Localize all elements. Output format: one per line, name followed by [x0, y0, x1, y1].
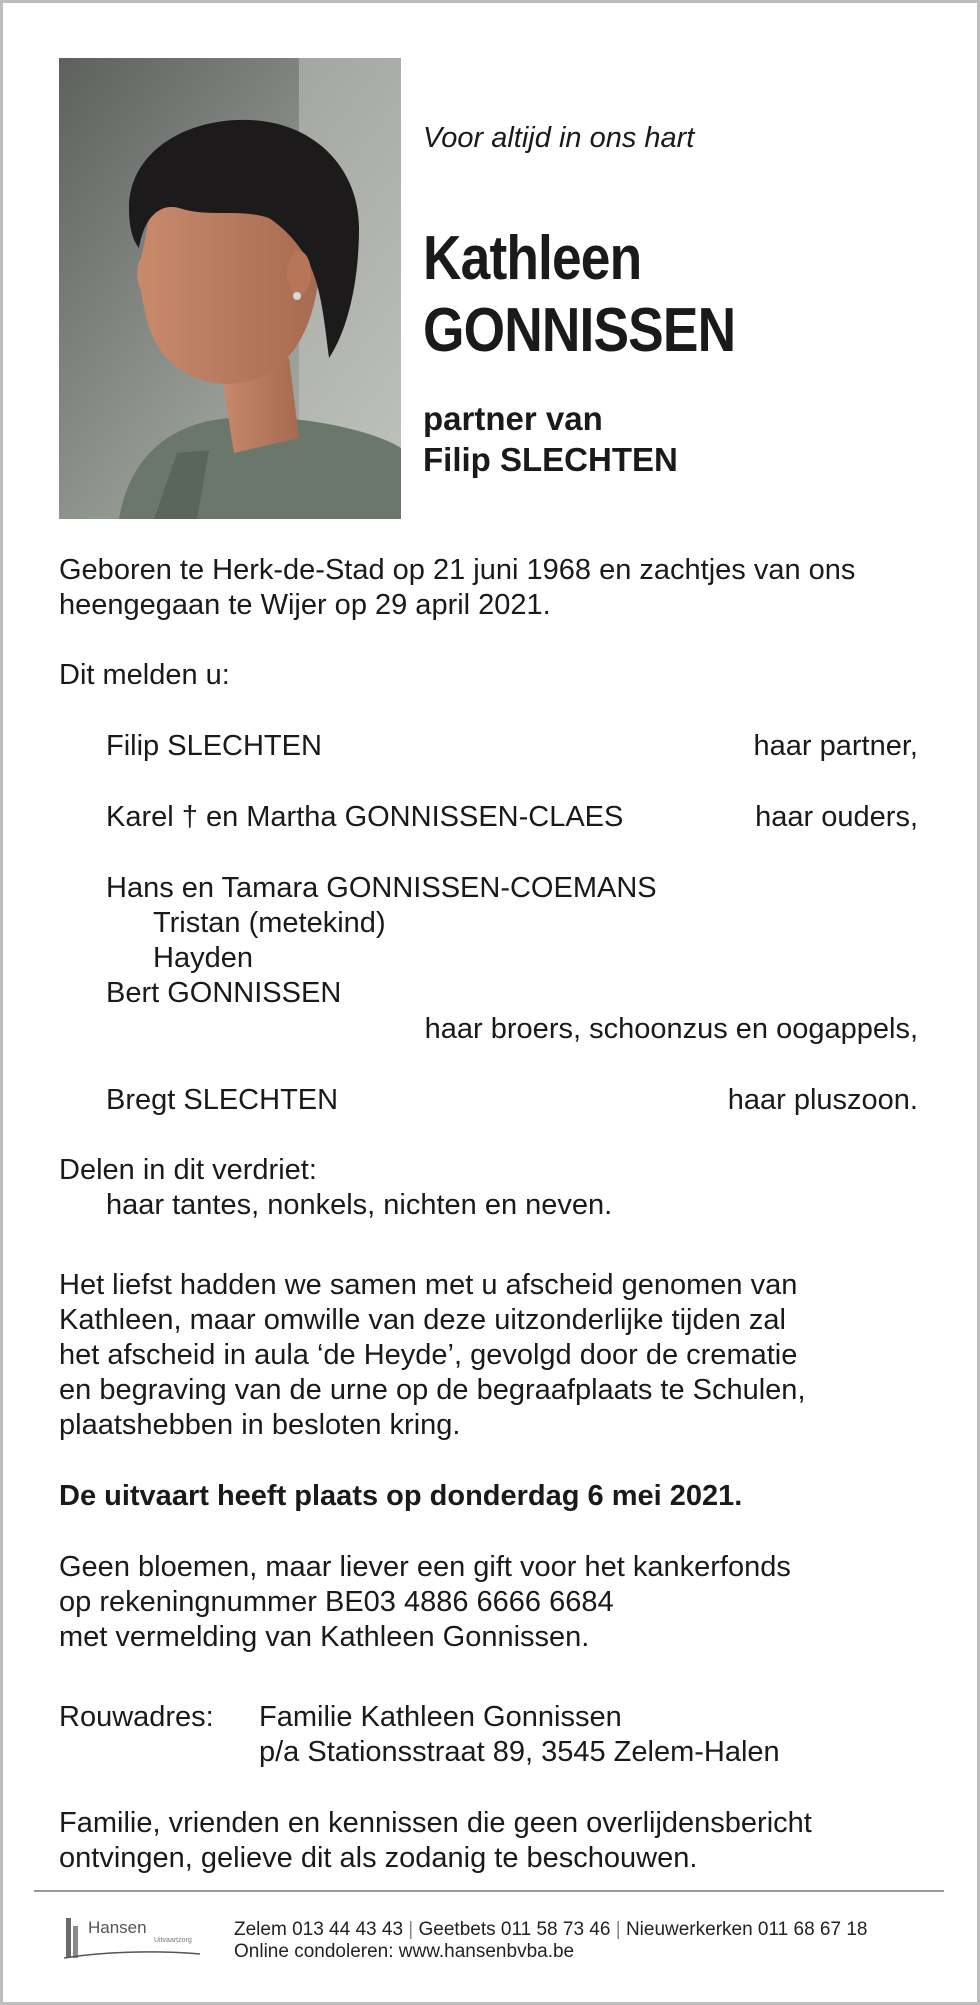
- family-sibling-2: Bert GONNISSEN: [106, 977, 342, 1009]
- farewell-line-1: Het liefst hadden we samen met u afscheid genomen van: [59, 1269, 798, 1301]
- family-parents-role: haar ouders,: [755, 801, 918, 833]
- office-geetbets: Geetbets 011 58 73 46: [418, 1919, 611, 1940]
- family-row-partner: [106, 729, 918, 764]
- farewell-line-2: Kathleen, maar omwille van deze uitzonderlijke tijden zal: [59, 1304, 786, 1336]
- family-stepson-role: haar pluszoon.: [727, 1084, 918, 1116]
- donation-line-1: Geen bloemen, maar liever een gift voor het kankerfonds: [59, 1551, 791, 1583]
- family-partner-name: Filip SLECHTEN: [106, 730, 322, 762]
- online-condolence: Online condoleren: www.hansenbvba.be: [234, 1941, 575, 1962]
- address-label: Rouwadres:: [59, 1701, 214, 1733]
- family-siblings-role: haar broers, schoonzus en oogappels,: [424, 1013, 918, 1045]
- intro-line-2: heengegaan te Wijer op 29 april 2021.: [59, 589, 551, 621]
- partner-name: Filip SLECHTEN: [423, 441, 678, 478]
- family-child-1: Tristan (metekind): [153, 907, 386, 939]
- footer-divider: [34, 1890, 944, 1892]
- donation-line-2: op rekeningnummer BE03 4886 6666 6684: [59, 1586, 614, 1618]
- farewell-line-5: plaatshebben in besloten kring.: [59, 1409, 461, 1441]
- farewell-line-3: het afscheid in aula ‘de Heyde’, gevolgd door de crematie: [59, 1339, 798, 1371]
- family-sibling-1: Hans en Tamara GONNISSEN-COEMANS: [106, 872, 657, 904]
- office-nieuwerkerken: Nieuwerkerken 011 68 67 18: [625, 1919, 868, 1940]
- address-line-2: p/a Stationsstraat 89, 3545 Zelem-Halen: [259, 1736, 780, 1768]
- closing-line-2: ontvingen, gelieve dit als zodanig te beschouwen.: [59, 1842, 698, 1874]
- office-zelem: Zelem 013 44 43 43: [234, 1919, 404, 1940]
- donation-line-3: met vermelding van Kathleen Gonnissen.: [59, 1621, 590, 1653]
- partner-label: partner van: [423, 400, 603, 437]
- family-partner-role: haar partner,: [753, 730, 918, 762]
- last-name: GONNISSEN: [423, 296, 736, 365]
- separator: |: [408, 1919, 414, 1940]
- deceased-name: [423, 223, 735, 367]
- intro-line-1: Geboren te Herk-de-Stad op 21 juni 1968 en zachtjes van ons: [59, 554, 856, 586]
- share-label: Delen in dit verdriet:: [59, 1154, 317, 1186]
- closing-line-1: Familie, vrienden en kennissen die geen overlijdensbericht: [59, 1807, 812, 1839]
- farewell-line-4: en begraving van de urne op de begraafplaats te Schulen,: [59, 1374, 806, 1406]
- first-name: Kathleen: [423, 224, 642, 293]
- hansen-logo: [62, 1912, 202, 1966]
- motto: Voor altijd in ons hart: [423, 122, 695, 154]
- family-stepson-name: Bregt SLECHTEN: [106, 1084, 339, 1116]
- share-text: haar tantes, nonkels, nichten en neven.: [106, 1189, 613, 1221]
- logo-subtitle: Uitvaartzorg: [154, 1937, 192, 1944]
- family-parents-name: Karel † en Martha GONNISSEN-CLAES: [106, 801, 624, 833]
- funeral-date: De uitvaart heeft plaats op donderdag 6 mei 2021.: [59, 1480, 743, 1512]
- logo-name: Hansen: [88, 1918, 147, 1937]
- address-line-1: Familie Kathleen Gonnissen: [259, 1701, 622, 1733]
- partner-block: [423, 398, 678, 480]
- separator: |: [615, 1919, 621, 1940]
- family-row-stepson: [106, 1083, 918, 1118]
- announce-label: Dit melden u:: [59, 659, 230, 691]
- footer-phones: [234, 1919, 867, 1941]
- portrait-photo: [59, 58, 401, 519]
- family-child-2: Hayden: [153, 942, 253, 974]
- family-row-parents: [106, 800, 918, 835]
